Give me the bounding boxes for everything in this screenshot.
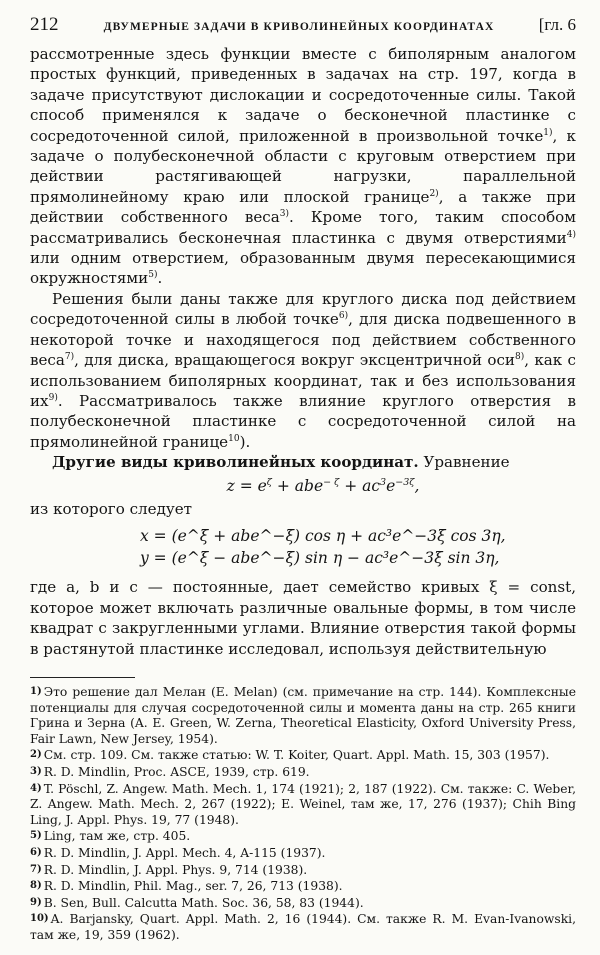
- footnote-divider: [30, 677, 135, 678]
- footnote: 5) Ling, там же, стр. 405.: [30, 829, 191, 844]
- footnote: 6) R. D. Mindlin, J. Appl. Mech. 4, A-115 (1937).: [30, 845, 326, 860]
- footnote-ref: 2): [429, 188, 439, 199]
- chapter-label: [гл. 6: [538, 15, 576, 34]
- footnote: 10) A. Barjansky, Quart. Appl. Math. 2, 16 (1944). См. также R. M. Evan-Ivanowski, там же, 19, 359 (1962).: [30, 912, 576, 942]
- section-heading-line: Другие виды криволинейных координат. Уравнение: [52, 453, 510, 472]
- footnote: 8) R. D. Mindlin, Phil. Mag., ser. 7, 26, 713 (1938).: [30, 879, 343, 894]
- page-number: 212: [30, 14, 59, 35]
- paragraph-3: где a, b и c — постоянные, дает семейство кривых ξ = const, которое может включать различные овальные формы, в том числе квадрат с закругленными углами. Влияние отверстия такой формы в растянутой пластинке исследовал, используя действительную: [30, 578, 576, 658]
- footnote-ref: 6): [338, 311, 349, 322]
- footnote-ref: 5): [148, 270, 158, 281]
- footnote-ref: 3): [279, 209, 290, 220]
- footnote-ref: 1): [543, 127, 553, 138]
- follows-text: из которого следует: [30, 499, 193, 518]
- footnote-ref: 7): [64, 352, 75, 363]
- footnote: 4) T. Pöschl, Z. Angew. Math. Mech. 1, 174 (1921); 2, 187 (1922). См. также: C. Weber, Z. Angew. Math. Mech. 2, 267 (1922); E. Weinel, там же, 17, 276 (1937); Chih Bing Ling, J. Appl. Phys. 19, 77 (1948).: [30, 781, 576, 827]
- footnote-ref: 8): [514, 352, 525, 363]
- footnote: 2) См. стр. 109. См. также статью: W. T. Koiter, Quart. Appl. Math. 15, 303 (1957).: [30, 748, 550, 763]
- equation-system: [30, 525, 576, 569]
- footnote: 9) B. Sen, Bull. Calcutta Math. Soc. 36, 58, 83 (1944).: [30, 895, 364, 910]
- footnote-ref: 9): [48, 392, 58, 403]
- paragraph-1: рассмотренные здесь функции вместе с биполярным аналогом простых функций, приведенных в задачах на стр. 197, когда в задаче присутствуют дислокации и сосредоточенные силы. Такой способ применялся к задаче о бесконечной пластинке с сосредоточенной силой, приложенной в произвольной точке$^{1)}$, к задаче о полубесконечной области с круговым отверстием при действии растягивающей нагрузки, параллельной прямолинейному краю или плоской границе$^{2)}$, а также при действии собственного веса$^{3)}$. Кроме того, таким способом рассматривались бесконечная пластинка с двумя отверстиями$^{4)}$ или одним отверстием, образованным двумя пересекающимися окружностями$^{5)}$.: [30, 45, 576, 288]
- footnote-ref: 10: [228, 433, 240, 444]
- running-title: ДВУМЕРНЫЕ ЗАДАЧИ В КРИВОЛИНЕЙНЫХ КООРДИНАТАХ: [103, 21, 495, 33]
- paragraph-2: Решения были даны также для круглого диска под действием сосредоточенной силы в любой точке$^{6)}$, для диска подвешенного в некоторой точке и находящегося под действием собственного веса$^{7)}$, для диска, вращающегося вокруг эксцентричной оси$^{8)}$, как с использованием биполярных координат, так и без использования $их^{9)}$. Рассматривалось также влияние круглого отверстия в полубесконечной пластинке с сосредоточенной силой на прямолинейной границе$^{10}$).: [30, 289, 576, 451]
- main-text: [30, 44, 576, 659]
- equation-y: y = (e^ξ − abe^−ξ) sin η − ac³e^−3ξ sin 3η,: [140, 549, 500, 568]
- section-heading: Другие виды криволинейных координат.: [52, 453, 419, 472]
- footnote: 3) R. D. Mindlin, Proc. ASCE, 1939, стр. 619.: [30, 764, 310, 779]
- footnote: 1) Это решение дал Мелан (E. Melan) (см. примечание на стр. 144). Комплексные потенциалы для случая сосредоточенной силы и момента даны на стр. 265 книги Грина и Зерна (A. E. Green, W. Zerna, Theoretical Elasticity, Oxford University Press, Fair Lawn, New Jersey, 1954).: [30, 684, 576, 746]
- footnotes: [30, 684, 576, 944]
- footnote-ref: 4): [566, 229, 576, 240]
- equation-x: x = (e^ξ + abe^−ξ) cos η + ac³e^−3ξ cos 3η,: [140, 527, 506, 546]
- footnote: 7) R. D. Mindlin, J. Appl. Phys. 9, 714 (1938).: [30, 862, 308, 877]
- equation-z: $z = e^\zeta + abe^{- \zeta} + ac^3e^{-3\zeta}$,: [226, 476, 420, 495]
- running-header: [30, 14, 576, 44]
